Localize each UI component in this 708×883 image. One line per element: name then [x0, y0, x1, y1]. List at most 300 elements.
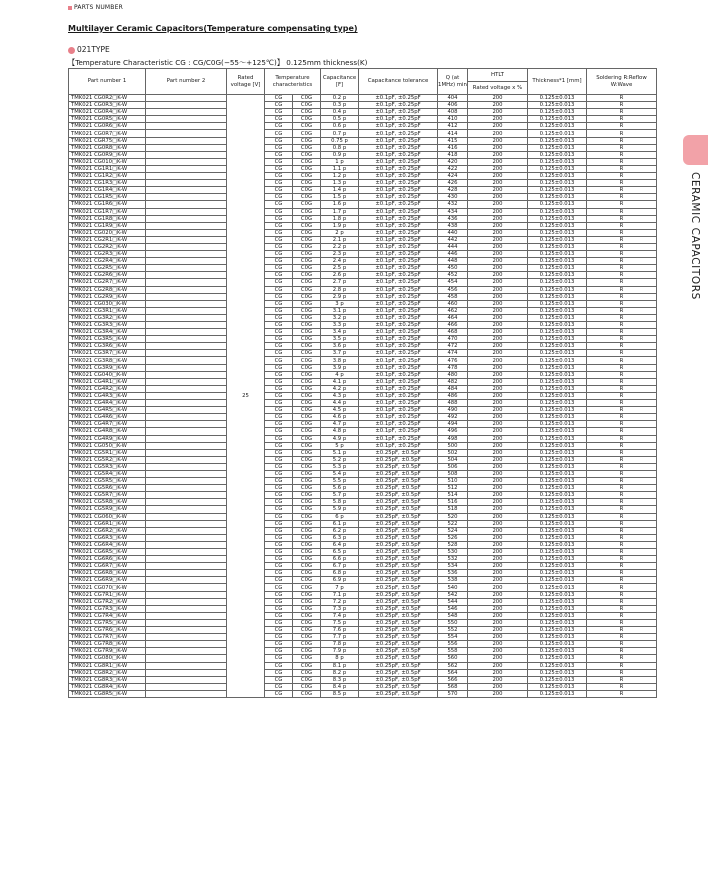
part-number-2-cell [146, 541, 227, 548]
table-row [69, 392, 657, 399]
soldering-cell: R [587, 570, 657, 577]
soldering-cell: R [587, 520, 657, 527]
capacitance-cell: 1.5 p [321, 194, 359, 201]
htlt-cell: 200 [468, 95, 528, 102]
temp-char-code-cell: CG [265, 215, 293, 222]
thickness-cell: 0.125±0.013 [528, 322, 587, 329]
part-number-1-cell: TMK021 CG1R2□K-W [69, 173, 146, 180]
part-number-1-cell: TMK021 CG070□K-W [69, 584, 146, 591]
part-number-1-cell: TMK021 CG050□K-W [69, 442, 146, 449]
soldering-cell: R [587, 549, 657, 556]
q-min-cell: 542 [438, 591, 468, 598]
temp-char-code-cell: CG [265, 378, 293, 385]
temp-char-code-cell: CG [265, 485, 293, 492]
thickness-cell: 0.125±0.013 [528, 123, 587, 130]
thickness-cell: 0.125±0.013 [528, 683, 587, 690]
q-min-cell: 406 [438, 102, 468, 109]
htlt-cell: 200 [468, 251, 528, 258]
part-number-1-cell: TMK021 CG4R8□K-W [69, 428, 146, 435]
part-number-1-cell: TMK021 CG6R8□K-W [69, 570, 146, 577]
q-min-cell: 456 [438, 286, 468, 293]
capacitance-cell: 3.5 p [321, 336, 359, 343]
table-row [69, 116, 657, 123]
htlt-cell: 200 [468, 215, 528, 222]
capacitance-cell: 0.3 p [321, 102, 359, 109]
capacitance-cell: 5.5 p [321, 478, 359, 485]
part-number-2-cell [146, 322, 227, 329]
q-min-cell: 432 [438, 201, 468, 208]
table-row [69, 307, 657, 314]
temp-char-eia-cell: C0G [293, 208, 321, 215]
temp-char-code-cell: CG [265, 300, 293, 307]
htlt-cell: 200 [468, 173, 528, 180]
capacitance-cell: 0.6 p [321, 123, 359, 130]
temp-char-code-cell: CG [265, 463, 293, 470]
temp-char-eia-cell: C0G [293, 634, 321, 641]
capacitance-cell: 2.5 p [321, 265, 359, 272]
soldering-cell: R [587, 243, 657, 250]
thickness-cell: 0.125±0.013 [528, 492, 587, 499]
table-row [69, 236, 657, 243]
temp-char-code-cell: CG [265, 322, 293, 329]
soldering-cell: R [587, 421, 657, 428]
temp-char-eia-cell: C0G [293, 371, 321, 378]
htlt-cell: 200 [468, 641, 528, 648]
capacitance-cell: 5.4 p [321, 470, 359, 477]
capacitance-cell: 2.2 p [321, 243, 359, 250]
temp-char-eia-cell: C0G [293, 272, 321, 279]
q-min-cell: 494 [438, 421, 468, 428]
part-number-2-cell [146, 534, 227, 541]
table-row [69, 343, 657, 350]
part-number-2-cell [146, 116, 227, 123]
capacitance-cell: 3.8 p [321, 357, 359, 364]
thickness-cell: 0.125±0.013 [528, 378, 587, 385]
temp-char-code-cell: CG [265, 371, 293, 378]
q-min-cell: 560 [438, 655, 468, 662]
part-number-1-cell: TMK021 CG1R6□K-W [69, 201, 146, 208]
part-number-1-cell: TMK021 CG040□K-W [69, 371, 146, 378]
part-number-1-cell: TMK021 CG7R3□K-W [69, 605, 146, 612]
thickness-cell: 0.125±0.013 [528, 648, 587, 655]
thickness-cell: 0.125±0.013 [528, 194, 587, 201]
table-row [69, 208, 657, 215]
temp-char-eia-cell: C0G [293, 95, 321, 102]
capacitance-tolerance-cell: ±0.1pF, ±0.25pF [359, 400, 438, 407]
temp-char-eia-cell: C0G [293, 258, 321, 265]
temp-char-code-cell: CG [265, 293, 293, 300]
capacitance-tolerance-cell: ±0.25pF, ±0.5pF [359, 470, 438, 477]
soldering-cell: R [587, 180, 657, 187]
q-min-cell: 420 [438, 158, 468, 165]
htlt-cell: 200 [468, 151, 528, 158]
htlt-cell: 200 [468, 357, 528, 364]
thickness-cell: 0.125±0.013 [528, 236, 587, 243]
part-number-2-cell [146, 641, 227, 648]
part-number-1-cell: TMK021 CG020□K-W [69, 229, 146, 236]
htlt-cell: 200 [468, 570, 528, 577]
thickness-cell: 0.125±0.013 [528, 598, 587, 605]
temp-char-eia-cell: C0G [293, 130, 321, 137]
soldering-cell: R [587, 350, 657, 357]
htlt-cell: 200 [468, 293, 528, 300]
temp-char-code-cell: CG [265, 577, 293, 584]
part-number-2-cell [146, 428, 227, 435]
circle-bullet-icon [68, 47, 75, 54]
htlt-cell: 200 [468, 300, 528, 307]
temp-char-code-cell: CG [265, 683, 293, 690]
capacitance-cell: 2.1 p [321, 236, 359, 243]
soldering-cell: R [587, 648, 657, 655]
thickness-cell: 0.125±0.013 [528, 456, 587, 463]
part-number-1-cell: TMK021 CG5R9□K-W [69, 506, 146, 513]
htlt-cell: 200 [468, 314, 528, 321]
thickness-cell: 0.125±0.013 [528, 435, 587, 442]
part-number-1-cell: TMK021 CG2R5□K-W [69, 265, 146, 272]
q-min-cell: 516 [438, 499, 468, 506]
capacitance-cell: 0.8 p [321, 144, 359, 151]
q-min-cell: 538 [438, 577, 468, 584]
capacitance-cell: 4.4 p [321, 400, 359, 407]
temp-char-eia-cell: C0G [293, 456, 321, 463]
soldering-cell: R [587, 236, 657, 243]
table-row [69, 527, 657, 534]
temp-char-eia-cell: C0G [293, 350, 321, 357]
part-number-1-cell: TMK021 CG6R6□K-W [69, 556, 146, 563]
capacitance-tolerance-cell: ±0.25pF, ±0.5pF [359, 492, 438, 499]
q-min-cell: 444 [438, 243, 468, 250]
temp-char-code-cell: CG [265, 102, 293, 109]
part-number-2-cell [146, 584, 227, 591]
table-row [69, 584, 657, 591]
rated-voltage-cell: 25 [227, 95, 265, 698]
part-number-2-cell [146, 435, 227, 442]
temp-char-eia-cell: C0G [293, 648, 321, 655]
htlt-cell: 200 [468, 442, 528, 449]
capacitance-cell: 7.5 p [321, 619, 359, 626]
soldering-cell: R [587, 392, 657, 399]
temp-char-eia-cell: C0G [293, 293, 321, 300]
q-min-cell: 424 [438, 173, 468, 180]
soldering-cell: R [587, 634, 657, 641]
part-number-2-cell [146, 265, 227, 272]
table-row [69, 506, 657, 513]
htlt-cell: 200 [468, 385, 528, 392]
capacitance-tolerance-cell: ±0.1pF, ±0.25pF [359, 428, 438, 435]
capacitance-tolerance-cell: ±0.1pF, ±0.25pF [359, 329, 438, 336]
soldering-cell: R [587, 95, 657, 102]
soldering-cell: R [587, 527, 657, 534]
temp-char-eia-cell: C0G [293, 151, 321, 158]
htlt-cell: 200 [468, 463, 528, 470]
part-number-2-cell [146, 492, 227, 499]
thickness-cell: 0.125±0.013 [528, 343, 587, 350]
table-row [69, 180, 657, 187]
header-part-number-2: Part number 2 [146, 69, 227, 95]
q-min-cell: 544 [438, 598, 468, 605]
q-min-cell: 452 [438, 272, 468, 279]
thickness-cell: 0.125±0.013 [528, 357, 587, 364]
temp-char-code-cell: CG [265, 251, 293, 258]
capacitance-tolerance-cell: ±0.1pF, ±0.25pF [359, 322, 438, 329]
capacitance-tolerance-cell: ±0.1pF, ±0.25pF [359, 201, 438, 208]
temp-char-eia-cell: C0G [293, 641, 321, 648]
temp-char-eia-cell: C0G [293, 300, 321, 307]
htlt-cell: 200 [468, 577, 528, 584]
capacitance-tolerance-cell: ±0.25pF, ±0.5pF [359, 527, 438, 534]
capacitance-tolerance-cell: ±0.25pF, ±0.5pF [359, 641, 438, 648]
thickness-cell: 0.125±0.013 [528, 243, 587, 250]
soldering-cell: R [587, 513, 657, 520]
capacitance-cell: 7.4 p [321, 612, 359, 619]
thickness-cell: 0.125±0.013 [528, 293, 587, 300]
capacitance-tolerance-cell: ±0.1pF, ±0.25pF [359, 336, 438, 343]
part-number-2-cell [146, 350, 227, 357]
temp-char-code-cell: CG [265, 400, 293, 407]
thickness-cell: 0.125±0.013 [528, 385, 587, 392]
q-min-cell: 476 [438, 357, 468, 364]
capacitance-tolerance-cell: ±0.25pF, ±0.5pF [359, 584, 438, 591]
thickness-cell: 0.125±0.013 [528, 187, 587, 194]
soldering-cell: R [587, 130, 657, 137]
capacitance-tolerance-cell: ±0.1pF, ±0.25pF [359, 222, 438, 229]
table-row [69, 109, 657, 116]
thickness-cell: 0.125±0.013 [528, 407, 587, 414]
htlt-cell: 200 [468, 208, 528, 215]
thickness-cell: 0.125±0.013 [528, 414, 587, 421]
capacitance-cell: 5.9 p [321, 506, 359, 513]
temp-char-code-cell: CG [265, 95, 293, 102]
q-min-cell: 518 [438, 506, 468, 513]
table-row [69, 243, 657, 250]
capacitance-cell: 4.8 p [321, 428, 359, 435]
q-min-cell: 508 [438, 470, 468, 477]
soldering-cell: R [587, 463, 657, 470]
thickness-cell: 0.125±0.013 [528, 669, 587, 676]
temp-char-code-cell: CG [265, 619, 293, 626]
htlt-cell: 200 [468, 279, 528, 286]
soldering-cell: R [587, 669, 657, 676]
thickness-cell: 0.125±0.013 [528, 421, 587, 428]
htlt-cell: 200 [468, 648, 528, 655]
capacitance-cell: 2.7 p [321, 279, 359, 286]
soldering-cell: R [587, 173, 657, 180]
q-min-cell: 522 [438, 520, 468, 527]
thickness-cell: 0.125±0.013 [528, 336, 587, 343]
table-row [69, 541, 657, 548]
temp-char-code-cell: CG [265, 470, 293, 477]
soldering-cell: R [587, 258, 657, 265]
part-number-1-cell: TMK021 CG7R5□K-W [69, 619, 146, 626]
table-row [69, 258, 657, 265]
q-min-cell: 532 [438, 556, 468, 563]
table-row [69, 151, 657, 158]
table-row [69, 102, 657, 109]
table-row [69, 676, 657, 683]
htlt-cell: 200 [468, 527, 528, 534]
thickness-cell: 0.125±0.013 [528, 364, 587, 371]
temp-char-code-cell: CG [265, 343, 293, 350]
temp-char-code-cell: CG [265, 690, 293, 697]
thickness-cell: 0.125±0.013 [528, 612, 587, 619]
part-number-1-cell: TMK021 CG7R8□K-W [69, 641, 146, 648]
htlt-cell: 200 [468, 392, 528, 399]
capacitance-cell: 5.6 p [321, 485, 359, 492]
thickness-cell: 0.125±0.013 [528, 584, 587, 591]
soldering-cell: R [587, 102, 657, 109]
soldering-cell: R [587, 605, 657, 612]
temp-char-eia-cell: C0G [293, 144, 321, 151]
part-number-1-cell: TMK021 CG3R6□K-W [69, 343, 146, 350]
thickness-cell: 0.125±0.013 [528, 563, 587, 570]
temp-char-eia-cell: C0G [293, 485, 321, 492]
table-row [69, 130, 657, 137]
capacitance-tolerance-cell: ±0.1pF, ±0.25pF [359, 414, 438, 421]
capacitance-cell: 3.9 p [321, 364, 359, 371]
capacitance-cell: 5.1 p [321, 449, 359, 456]
part-number-1-cell: TMK021 CG3R8□K-W [69, 357, 146, 364]
q-min-cell: 415 [438, 137, 468, 144]
table-row [69, 591, 657, 598]
capacitance-tolerance-cell: ±0.25pF, ±0.5pF [359, 570, 438, 577]
soldering-cell: R [587, 556, 657, 563]
table-row [69, 272, 657, 279]
capacitance-cell: 0.5 p [321, 116, 359, 123]
part-number-1-cell: TMK021 CG060□K-W [69, 513, 146, 520]
header-htlt: HTLT [468, 69, 528, 82]
table-row [69, 669, 657, 676]
table-row [69, 194, 657, 201]
table-row [69, 470, 657, 477]
temp-char-code-cell: CG [265, 549, 293, 556]
part-number-2-cell [146, 229, 227, 236]
table-row [69, 449, 657, 456]
thickness-cell: 0.125±0.013 [528, 676, 587, 683]
temp-char-code-cell: CG [265, 492, 293, 499]
q-min-cell: 570 [438, 690, 468, 697]
temp-char-code-cell: CG [265, 662, 293, 669]
part-number-2-cell [146, 187, 227, 194]
capacitance-tolerance-cell: ±0.1pF, ±0.25pF [359, 392, 438, 399]
temp-char-eia-cell: C0G [293, 378, 321, 385]
part-number-2-cell [146, 201, 227, 208]
q-min-cell: 484 [438, 385, 468, 392]
temp-char-eia-cell: C0G [293, 385, 321, 392]
part-number-2-cell [146, 357, 227, 364]
table-row [69, 400, 657, 407]
capacitance-tolerance-cell: ±0.1pF, ±0.25pF [359, 109, 438, 116]
q-min-cell: 568 [438, 683, 468, 690]
q-min-cell: 412 [438, 123, 468, 130]
capacitance-tolerance-cell: ±0.25pF, ±0.5pF [359, 485, 438, 492]
temp-char-eia-cell: C0G [293, 400, 321, 407]
htlt-cell: 200 [468, 470, 528, 477]
thickness-cell: 0.125±0.013 [528, 158, 587, 165]
table-row [69, 329, 657, 336]
htlt-cell: 200 [468, 343, 528, 350]
temp-char-eia-cell: C0G [293, 612, 321, 619]
thickness-cell: 0.125±0.013 [528, 137, 587, 144]
capacitance-cell: 1.3 p [321, 180, 359, 187]
temp-char-eia-cell: C0G [293, 137, 321, 144]
temp-char-eia-cell: C0G [293, 187, 321, 194]
q-min-cell: 438 [438, 222, 468, 229]
temp-char-code-cell: CG [265, 286, 293, 293]
q-min-cell: 534 [438, 563, 468, 570]
temp-char-eia-cell: C0G [293, 343, 321, 350]
temp-char-code-cell: CG [265, 499, 293, 506]
capacitance-tolerance-cell: ±0.1pF, ±0.25pF [359, 173, 438, 180]
temp-char-code-cell: CG [265, 258, 293, 265]
capacitance-tolerance-cell: ±0.25pF, ±0.5pF [359, 662, 438, 669]
temp-char-eia-cell: C0G [293, 201, 321, 208]
capacitance-cell: 3.7 p [321, 350, 359, 357]
part-number-2-cell [146, 655, 227, 662]
table-row [69, 201, 657, 208]
part-number-2-cell [146, 314, 227, 321]
q-min-cell: 502 [438, 449, 468, 456]
capacitance-cell: 0.2 p [321, 95, 359, 102]
capacitance-tolerance-cell: ±0.25pF, ±0.5pF [359, 534, 438, 541]
temp-char-code-cell: CG [265, 435, 293, 442]
header-q: Q (at 1MHz) min [438, 69, 468, 95]
capacitance-tolerance-cell: ±0.1pF, ±0.25pF [359, 265, 438, 272]
temp-char-code-cell: CG [265, 194, 293, 201]
capacitance-tolerance-cell: ±0.25pF, ±0.5pF [359, 541, 438, 548]
part-number-2-cell [146, 690, 227, 697]
part-number-1-cell: TMK021 CG5R3□K-W [69, 463, 146, 470]
part-number-1-cell: TMK021 CG3R3□K-W [69, 322, 146, 329]
capacitance-cell: 6.1 p [321, 520, 359, 527]
part-number-2-cell [146, 570, 227, 577]
soldering-cell: R [587, 563, 657, 570]
capacitance-cell: 3.1 p [321, 307, 359, 314]
part-number-2-cell [146, 180, 227, 187]
part-number-1-cell: TMK021 CG8R3□K-W [69, 676, 146, 683]
part-number-2-cell [146, 95, 227, 102]
thickness-cell: 0.125±0.013 [528, 655, 587, 662]
q-min-cell: 546 [438, 605, 468, 612]
part-number-1-cell: TMK021 CG5R4□K-W [69, 470, 146, 477]
table-row [69, 421, 657, 428]
temp-char-code-cell: CG [265, 513, 293, 520]
table-row [69, 648, 657, 655]
capacitance-cell: 8 p [321, 655, 359, 662]
temp-char-code-cell: CG [265, 385, 293, 392]
htlt-cell: 200 [468, 563, 528, 570]
capacitance-tolerance-cell: ±0.1pF, ±0.25pF [359, 158, 438, 165]
capacitance-tolerance-cell: ±0.1pF, ±0.25pF [359, 343, 438, 350]
part-number-2-cell [146, 307, 227, 314]
soldering-cell: R [587, 265, 657, 272]
htlt-cell: 200 [468, 506, 528, 513]
htlt-cell: 200 [468, 130, 528, 137]
q-min-cell: 554 [438, 634, 468, 641]
soldering-cell: R [587, 612, 657, 619]
part-number-2-cell [146, 634, 227, 641]
table-row [69, 357, 657, 364]
temp-char-eia-cell: C0G [293, 506, 321, 513]
thickness-cell: 0.125±0.013 [528, 541, 587, 548]
table-row [69, 336, 657, 343]
htlt-cell: 200 [468, 194, 528, 201]
part-number-1-cell: TMK021 CG2R7□K-W [69, 279, 146, 286]
temp-char-code-cell: CG [265, 229, 293, 236]
htlt-cell: 200 [468, 549, 528, 556]
part-number-1-cell: TMK021 CG5R8□K-W [69, 499, 146, 506]
temp-char-code-cell: CG [265, 598, 293, 605]
temp-char-code-cell: CG [265, 144, 293, 151]
